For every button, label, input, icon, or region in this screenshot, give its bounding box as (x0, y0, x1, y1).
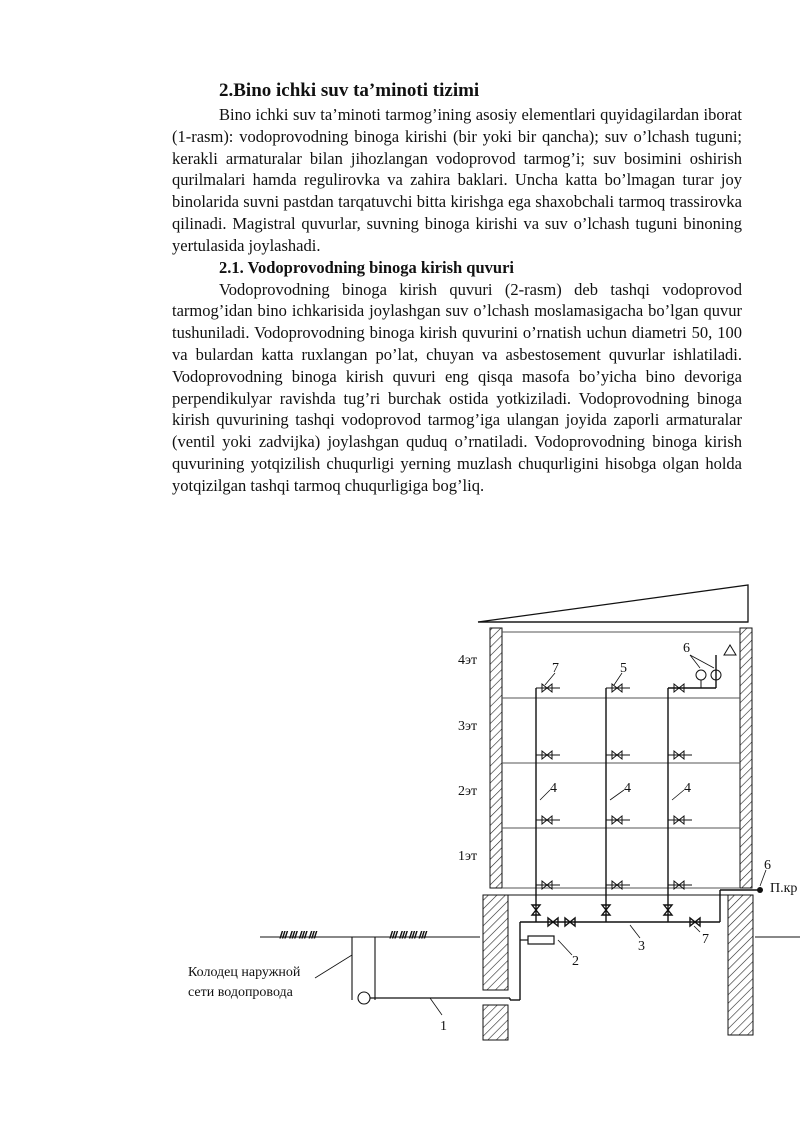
left-foundation (483, 895, 508, 990)
hydrant-label: П.кр (770, 881, 798, 896)
callout-4-middle: 4 (624, 781, 631, 796)
water-supply-diagram (0, 560, 800, 1060)
callout-2: 2 (572, 954, 579, 969)
subsection-paragraph: Vodoprovodning binoga kirish quvuri (2-rasm) deb tashqi vodoprovod tarmog’idan bino ichkarisida joylashgan suv o’lchash moslamasigacha bo’lgan quvur tushuniladi. Vodoprovodning binoga kirish quvurini o’rnatish uchun diametri 50, 100 va bulardan katta ruxlangan po’lat, chuyan va asbestosement quvurlar ishlatiladi. Vodoprovodning binoga kirish quvuri eng qisqa masofa bo’yicha bino devoriga perpendikulyar ravishda tug’ri burchak ostida yotkiziladi. Vodoprovodning binoga kirish quvurining tashqi vodoprovod tarmog’iga ulangan joyida zaporli armaturalar (ventil yoki zadvijka) joylashgan quduq o’rnatiladi. Vodoprovodning binoga kirish quvurining yotqizilish chuqurligi yerning muzlash chuqurligini hisobga olgan holda yotqizilgan tashqi tarmoq chuqurligiga bog’liq. (172, 279, 742, 495)
right-wall-upper (740, 628, 752, 888)
diagram-svg (0, 560, 800, 1060)
roof (478, 585, 748, 622)
section-heading: 2.Bino ichki suv ta’minoti tizimi (219, 80, 480, 101)
floor-label-2: 2эт (458, 784, 478, 799)
tap-valves (536, 684, 560, 692)
callout-5: 5 (620, 661, 627, 676)
hydrant-dot (757, 887, 763, 893)
subsection-heading: 2.1. Vodoprovodning binoga kirish quvuri (219, 257, 514, 277)
callout-leaders (315, 655, 766, 1015)
floor-label-4: 4эт (458, 653, 478, 668)
section-paragraph: Bino ichki suv ta’minoti tarmog’ining asosiy elementlari quyidagilardan iborat (1-rasm): vodoprovodning binoga kirishi (bir yoki bir qancha); suv o’lchash tuguni; kerakli armaturalar bilan jihozlangan vodoprovod tarmog’i; suv bosimini oshirish qurilmalari hamda regulirovka va zahira baklari. Uncha katta bo’lmagan turar joy binolarida suvni pastdan tarqatuvchi bitta kirishga ega shaxobchali tarmoq trassirovka qilinadi. Magistral quvurlar, suvning binoga kirishi va suv o’lchash tuguni binoning yertulasida joylashadi. (172, 105, 742, 255)
right-foundation (728, 895, 753, 1035)
document-text (172, 80, 742, 497)
well-label-line2: сети водопровода (188, 985, 293, 1000)
floor-label-3: 3эт (458, 719, 478, 734)
tap-valve-row-4 (606, 684, 684, 692)
well (352, 937, 375, 1004)
well-label-line1: Колодец наружной (188, 965, 301, 980)
callout-4-left: 4 (550, 781, 557, 796)
callout-6-right: 6 (764, 858, 771, 873)
inlet-pipe (370, 998, 510, 1000)
left-footing (483, 1005, 508, 1040)
callout-1: 1 (440, 1019, 447, 1034)
callout-7-bottom: 7 (702, 932, 709, 947)
main-pipe (510, 890, 760, 1000)
svg-text:/// /// /// ///: /// /// /// /// (280, 930, 317, 940)
callout-7-top: 7 (552, 661, 559, 676)
ground-lines (260, 930, 800, 940)
water-meter (528, 936, 554, 944)
floor-label-1: 1эт (458, 849, 478, 864)
callout-3: 3 (638, 939, 645, 954)
left-wall-upper (490, 628, 502, 888)
svg-text:/// /// /// ///: /// /// /// /// (390, 930, 427, 940)
callout-4-right: 4 (684, 781, 691, 796)
callout-6-top: 6 (683, 641, 690, 656)
